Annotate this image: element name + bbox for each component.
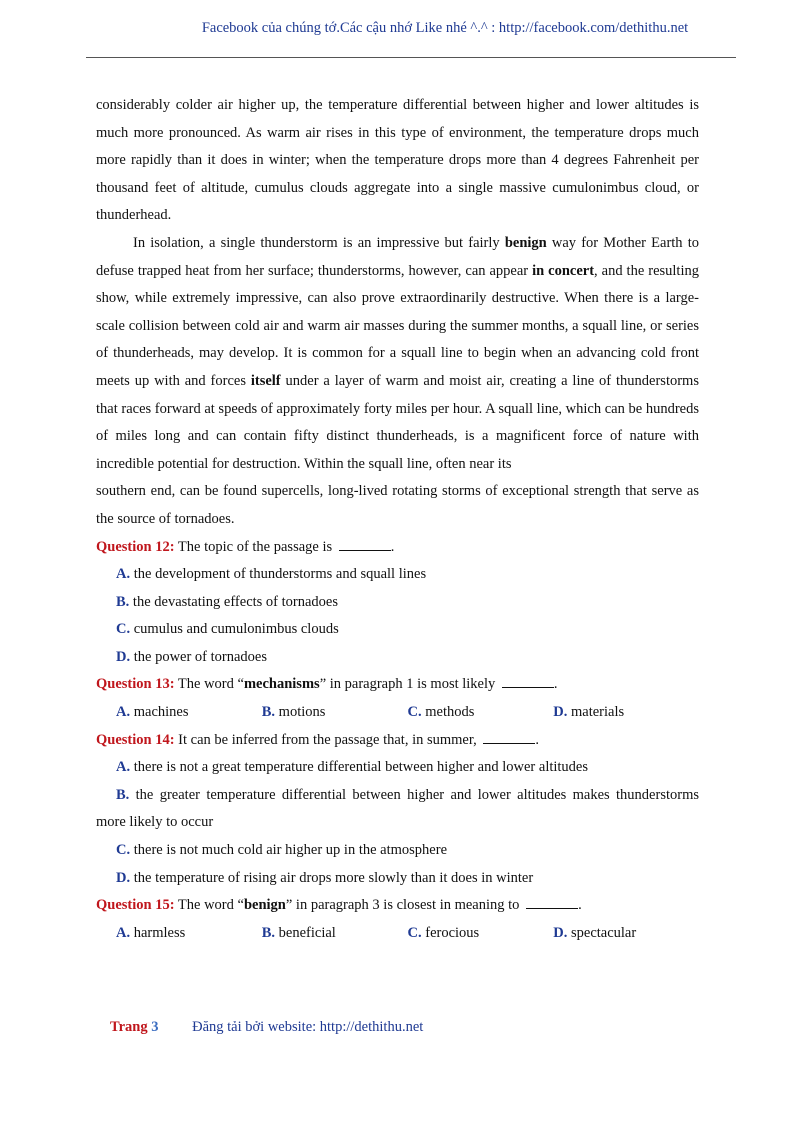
option-12-c: C. cumulus and cumulonimbus clouds [116,621,339,638]
answer-blank [483,729,535,744]
options-13 [96,699,699,727]
option-13-a: A. machines [116,704,189,721]
answer-blank [502,673,554,688]
question-label: Question 12: [96,538,175,555]
option-13-c: C. methods [407,704,475,721]
answer-blank [339,536,391,551]
page-footer [110,1019,423,1036]
option-14-b: B. the greater temperature differential between higher and lower altitudes makes thunderstorms more likely to occur [96,786,699,831]
option-15-b: B. beneficial [261,924,336,941]
option-12-a: A. the development of thunderstorms and squall lines [116,566,427,583]
header-divider [86,57,736,58]
question-label: Question 13: [96,676,175,693]
question-13: Question 13: The word “mechanisms” in paragraph 1 is most likely . [96,671,699,699]
question-label: Question 14: [96,731,175,748]
options-15 [96,920,699,948]
page-header [0,19,794,37]
document-body [96,92,699,947]
option-15-a: A. harmless [116,924,186,941]
passage-paragraph-2: In isolation, a single thunderstorm is an impressive but fairly benign way for Mother Earth to defuse trapped heat from her surface; thunderstorms, however, can appear in concert, and the resulting show, while extremely impressive, can also prove extraordinarily destructive. When there is a large-scale collision between cold air and warm air masses during the summer months, a squall line, or series of thunderheads, may develop. It is common for a squall line to begin when an advancing cold front meets up with and forces itself under a layer of warm and moist air, creating a line of thunderstorms that races forward at speeds of approximately forty miles per hour. A squall line, which can be hundreds of miles long and can contain fifty distinct thunderheads, is a magnificent force of nature with incredible potential for destruction. Within the squall line, often near its [96,234,699,472]
option-15-c: C. ferocious [407,924,480,941]
header-facebook-text: Facebook của chúng tớ.Các cậu nhớ Like nhé ^.^ : http://facebook.com/dethithu.net [201,20,689,36]
option-14-d: D. the temperature of rising air drops more slowly than it does in winter [116,869,534,886]
option-13-b: B. motions [261,704,326,721]
option-14-a: A. there is not a great temperature differential between higher and lower altitudes [116,759,589,776]
highlighted-word-benign: benign [504,234,547,251]
question-12: Question 12: The topic of the passage is . [96,534,699,562]
option-12-d: D. the power of tornadoes [116,648,268,665]
question-label: Question 15: [96,897,175,914]
page-word: Trang [110,1019,148,1035]
passage-paragraph-3: southern end, can be found supercells, long-lived rotating storms of exceptional strength that serve as the source of tornadoes. [96,483,699,527]
passage-paragraph-1: considerably colder air higher up, the temperature differential between higher and lower altitudes is much more pronounced. As warm air rises in this type of environment, the temperature drops much more rapidly than it does in winter; when the temperature drops more than 4 degrees Fahrenheit per thousand feet of altitude, cumulus clouds aggregate into a single massive cumulonimbus cloud, or thunderhead. [96,97,699,224]
answer-blank [526,894,578,909]
highlighted-word-itself: itself [250,372,281,389]
page-number: 3 [151,1019,159,1035]
option-13-d: D. materials [553,704,625,721]
footer-website-text: Đăng tải bởi website: http://dethithu.net [192,1019,424,1035]
question-14: Question 14: It can be inferred from the passage that, in summer, . [96,727,699,755]
option-15-d: D. spectacular [553,924,637,941]
option-14-c: C. there is not much cold air higher up in the atmosphere [116,842,448,859]
option-12-b: B. the devastating effects of tornadoes [116,593,338,610]
question-15: Question 15: The word “benign” in paragraph 3 is closest in meaning to . [96,892,699,920]
highlighted-phrase-in-concert: in concert [532,262,595,279]
